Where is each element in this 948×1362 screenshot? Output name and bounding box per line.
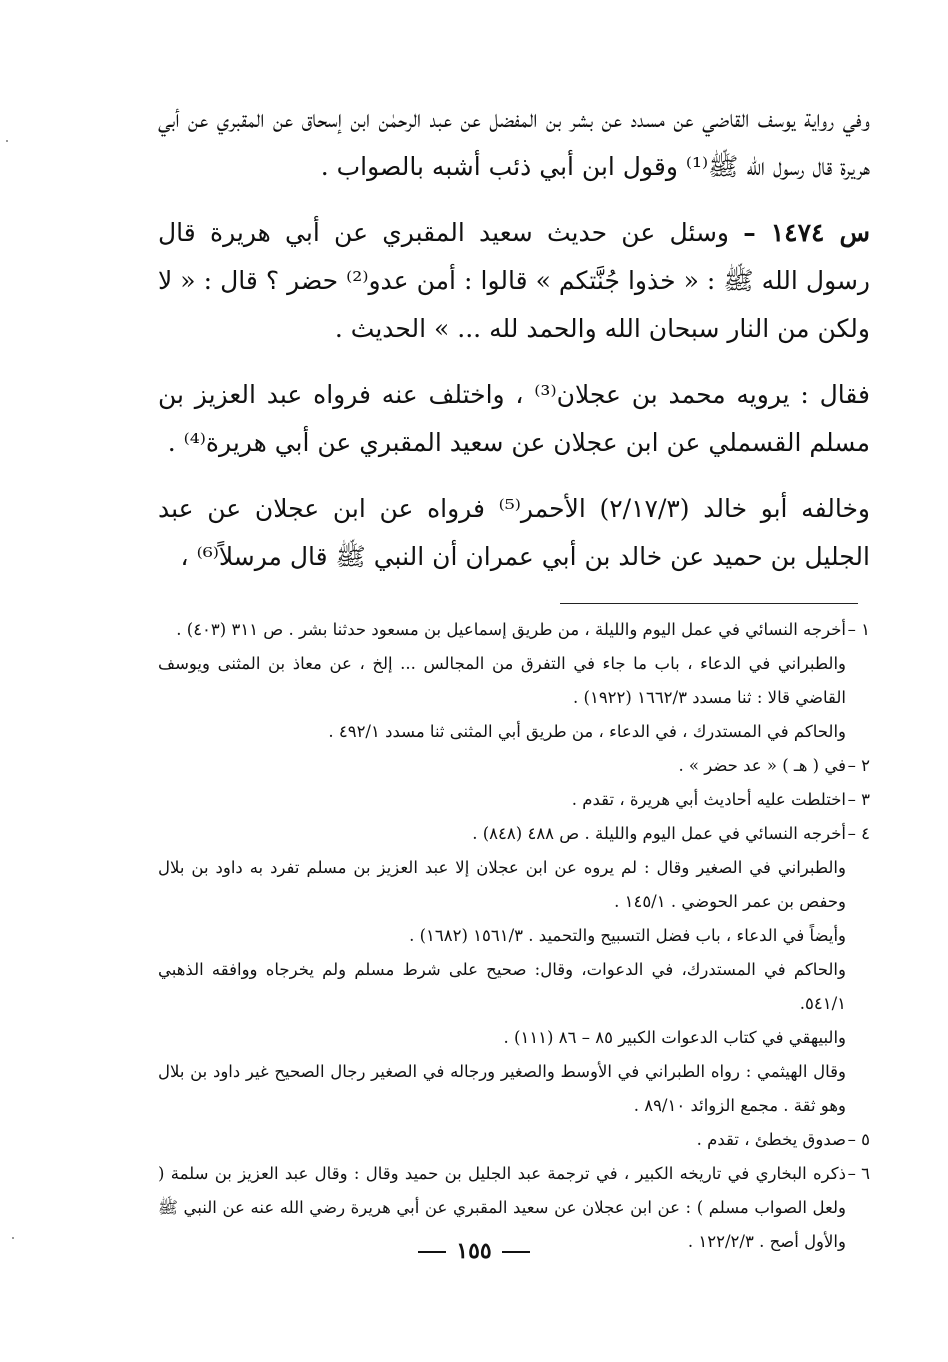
footnote-2 (158, 749, 870, 783)
footnote-1-cont: والطبراني في الدعاء ، باب ما جاء في التفرق من المجالس ... إلخ ، عن معاذ بن المثنى ويوسف القاضي قالا : ثنا مسدد ١٦٦٢/٣ (١٩٢٢) . (158, 654, 846, 707)
footnote-separator (560, 603, 858, 604)
footnote-number: ٦ – (847, 1164, 870, 1183)
dash-left (502, 1251, 530, 1253)
footnote-4-cont: وأيضاً في الدعاء ، باب فضل التسبيح والتحميد . ١٥٦١/٣ (١٦٨٢) . (409, 926, 846, 945)
footnote-4-cont: والحاكم في المستدرك، في الدعوات، وقال: صحيح على شرط مسلم ولم يخرجاه ووافقه الذهبي ٥٤١/١. (158, 960, 846, 1013)
footnote-number: ١ – (847, 620, 870, 639)
footnote-4-cont: والبيهقي في كتاب الدعوات الكبير ٨٥ – ٨٦ (١١١) . (503, 1028, 846, 1047)
page-number (0, 1238, 948, 1264)
footnote-1 (158, 613, 870, 647)
paragraph-1: وفي رواية يوسف القاضي عن مسدد عن بشر بن المفضل عن عبد الرحمٰن ابن إسحاق عن المقبري عن أبي هريرة قال رسول الله ﷺ⁽¹⁾ وقول ابن أبي ذئب أشبه بالصواب . (158, 104, 870, 181)
footnote-4-cont: والطبراني في الصغير وقال : لم يروه عن ابن عجلان إلا عبد العزيز بن مسلم تفرد به داود بن بلال وحفص بن عمر الحوضي . ١٤٥/١ . (158, 858, 846, 911)
footnote-1-cont: والحاكم في المستدرك ، في الدعاء ، من طريق أبي المثنى ثنا مسدد ٤٩٢/١ . (328, 722, 846, 741)
paragraph-2-text: وسئل عن حديث سعيد المقبري عن أبي هريرة قال رسول الله ﷺ : « خذوا جُنَّتكم » قالوا : أمن عدو⁽²⁾ حضر ؟ قال : « لا ولكن من النار سبحان الله والحمد لله ... » الحديث . (158, 218, 870, 343)
paragraph-4: وخالفه أبو خالد (٢/١٧/٣) الأحمر⁽⁵⁾ فرواه عن ابن عجلان عن عبد الجليل بن حميد عن خالد بن أبي عمران أن النبي ﷺ قال مرسلاً⁽⁶⁾ ، (158, 494, 870, 571)
footnote-number: ٤ – (847, 824, 870, 843)
paragraph-3: فقال : يرويه محمد بن عجلان⁽³⁾ ، واختلف عنه فرواه عبد العزيز بن مسلم القسملي عن ابن عجلان عن سعيد المقبري عن أبي هريرة⁽⁴⁾ . (158, 380, 870, 457)
footnote-number: ٢ – (847, 756, 870, 775)
scan-speck (12, 1237, 14, 1239)
question-number: س ١٤٧٤ – (743, 218, 870, 247)
footnote-4 (158, 817, 870, 851)
footnote-3 (158, 783, 870, 817)
footnote-line: أخرجه النسائي في عمل اليوم والليلة ، من طريق إسماعيل بن مسعود حدثنا بشر . ص ٣١١ (٤٠٣) . (176, 620, 846, 639)
page-number-text: ١٥٥ (456, 1238, 492, 1264)
footnote-number: ٥ – (847, 1130, 870, 1149)
scan-speck (6, 140, 8, 142)
footnote-line: ذكره البخاري في تاريخه الكبير ، في ترجمة عبد الجليل بن حميد وقال : وقال عبد العزيز بن سلمة ( ولعل الصواب مسلم ) : عن ابن عجلان عن سعيد المقبري عن أبي هريرة رضي الله عنه عن النبي ﷺ والأول أصح . ١٢٢/٢/٣ . (158, 1164, 846, 1251)
footnotes (158, 613, 870, 1259)
footnote-line: صدوق يخطئ ، تقدم . (696, 1130, 846, 1149)
footnote-5 (158, 1123, 870, 1157)
footnote-4-cont: وقال الهيثمي : رواه الطبراني في الأوسط والصغير ورجاله في الصغير رجال الصحيح غير داود بن بلال وهو ثقة . مجمع الزوائد ٨٩/١٠ . (158, 1062, 846, 1115)
paragraph-2 (158, 209, 870, 353)
dash-right (418, 1251, 446, 1253)
footnote-line: اختلطت عليه أحاديث أبي هريرة ، تقدم . (571, 790, 846, 809)
footnote-line: أخرجه النسائي في عمل اليوم والليلة . ص ٤٨٨ (٨٤٨) . (472, 824, 846, 843)
footnote-line: في ( هـ ) « عد حضر » . (678, 756, 846, 775)
main-text (158, 95, 870, 599)
footnote-number: ٣ – (847, 790, 870, 809)
